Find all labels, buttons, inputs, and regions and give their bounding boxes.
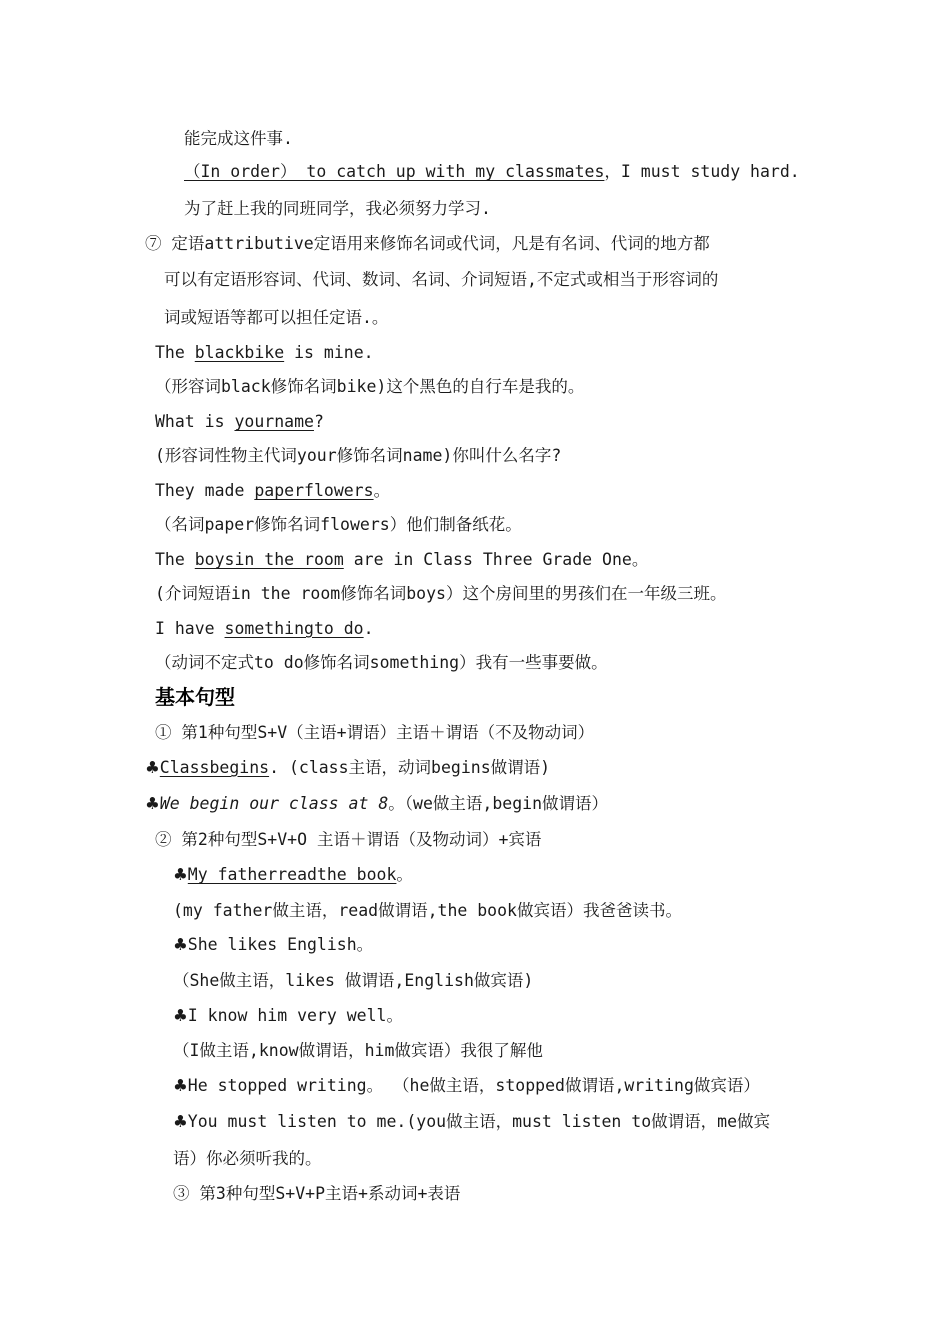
- text-line: [173, 1005, 403, 1027]
- club-bullet-icon: ♣: [173, 1006, 188, 1025]
- italic-phrase: We begin our class at 8: [159, 794, 389, 813]
- text-line: [173, 1075, 760, 1097]
- text-line: [173, 934, 373, 956]
- text-line: （I做主语,know做谓语，him做宾语）我很了解他: [173, 1041, 543, 1060]
- underlined-phrase: （In order） to catch up with my classmates: [184, 162, 605, 181]
- text-line: [173, 864, 413, 886]
- text-line: [173, 1111, 770, 1133]
- text-span: .: [363, 619, 374, 638]
- text-line: ③ 第3种句型S+V+P主语+系动词+表语: [173, 1184, 461, 1203]
- underlined-phrase: My fatherreadthe book: [187, 865, 397, 884]
- club-bullet-icon: ♣: [145, 758, 160, 777]
- text-line: 语）你必须听我的。: [173, 1149, 322, 1168]
- text-span: 。: [373, 481, 391, 500]
- text-span: What is: [155, 412, 235, 431]
- text-line: [155, 480, 390, 502]
- text-line: （名词paper修饰名词flowers）他们制备纸花。: [155, 515, 522, 534]
- underlined-phrase: blackbike: [194, 343, 285, 362]
- text-span: is mine.: [284, 343, 374, 362]
- text-line: [145, 793, 608, 815]
- text-line: (形容词性物主代词your修饰名词name)你叫什么名字?: [155, 446, 562, 465]
- text-span: She likes English。: [187, 935, 374, 954]
- text-span: . (class主语，动词begins做谓语): [269, 758, 551, 777]
- text-span: 。: [396, 865, 413, 884]
- club-bullet-icon: ♣: [173, 935, 188, 954]
- text-span: ，I must study hard.: [604, 162, 800, 181]
- text-line: ② 第2种句型S+V+O 主语＋谓语（及物动词）+宾语: [155, 830, 542, 849]
- text-line: 能完成这件事.: [184, 129, 293, 148]
- club-bullet-icon: ♣: [145, 794, 160, 813]
- underlined-phrase: paperflowers: [254, 481, 374, 500]
- text-line: [155, 411, 324, 433]
- text-line: [184, 161, 800, 183]
- text-line: ① 第1种句型S+V（主语+谓语）主语＋谓语（不及物动词）: [155, 723, 595, 742]
- text-line: （动词不定式to do修饰名词something）我有一些事要做。: [155, 653, 608, 672]
- text-span: are in Class Three Grade One。: [343, 550, 649, 569]
- text-span: They made: [155, 481, 255, 500]
- text-line: [155, 618, 374, 640]
- text-line: (my father做主语，read做谓语,the book做宾语）我爸爸读书。: [173, 901, 682, 920]
- club-bullet-icon: ♣: [173, 1076, 188, 1095]
- text-line: [155, 549, 648, 571]
- text-span: The: [155, 343, 195, 362]
- text-span: 。（we做主语,begin做谓语）: [388, 794, 609, 813]
- underlined-phrase: yourname: [234, 412, 314, 431]
- text-span: I have: [155, 619, 225, 638]
- underlined-phrase: boysin the room: [194, 550, 344, 569]
- section-heading: 基本句型: [155, 685, 235, 709]
- text-span: You must listen to me.(you做主语，must listen to做谓语，me做宾: [187, 1112, 771, 1131]
- text-line: [155, 342, 374, 364]
- text-line: ⑦ 定语attributive定语用来修饰名词或代词，凡是有名词、代词的地方都: [145, 234, 710, 253]
- text-span: I know him very well。: [187, 1006, 403, 1025]
- text-line: 可以有定语形容词、代词、数词、名词、介词短语,不定式或相当于形容词的: [164, 270, 719, 289]
- text-line: [145, 757, 550, 779]
- text-line: 为了赶上我的同班同学，我必须努力学习.: [184, 199, 491, 218]
- text-line: （形容词black修饰名词bike)这个黑色的自行车是我的。: [155, 377, 585, 396]
- underlined-phrase: Classbegins: [159, 758, 270, 777]
- text-span: He stopped writing。 （he做主语，stopped做谓语,writing做宾语）: [187, 1076, 760, 1095]
- underlined-phrase: somethingto do: [224, 619, 364, 638]
- club-bullet-icon: ♣: [173, 1112, 188, 1131]
- text-line: （She做主语，likes 做谓语,English做宾语): [173, 971, 534, 990]
- club-bullet-icon: ♣: [173, 865, 188, 884]
- text-span: The: [155, 550, 195, 569]
- text-line: 词或短语等都可以担任定语.。: [164, 308, 389, 327]
- text-span: ?: [313, 412, 324, 431]
- text-line: (介词短语in the room修饰名词boys）这个房间里的男孩们在一年级三班。: [155, 584, 727, 603]
